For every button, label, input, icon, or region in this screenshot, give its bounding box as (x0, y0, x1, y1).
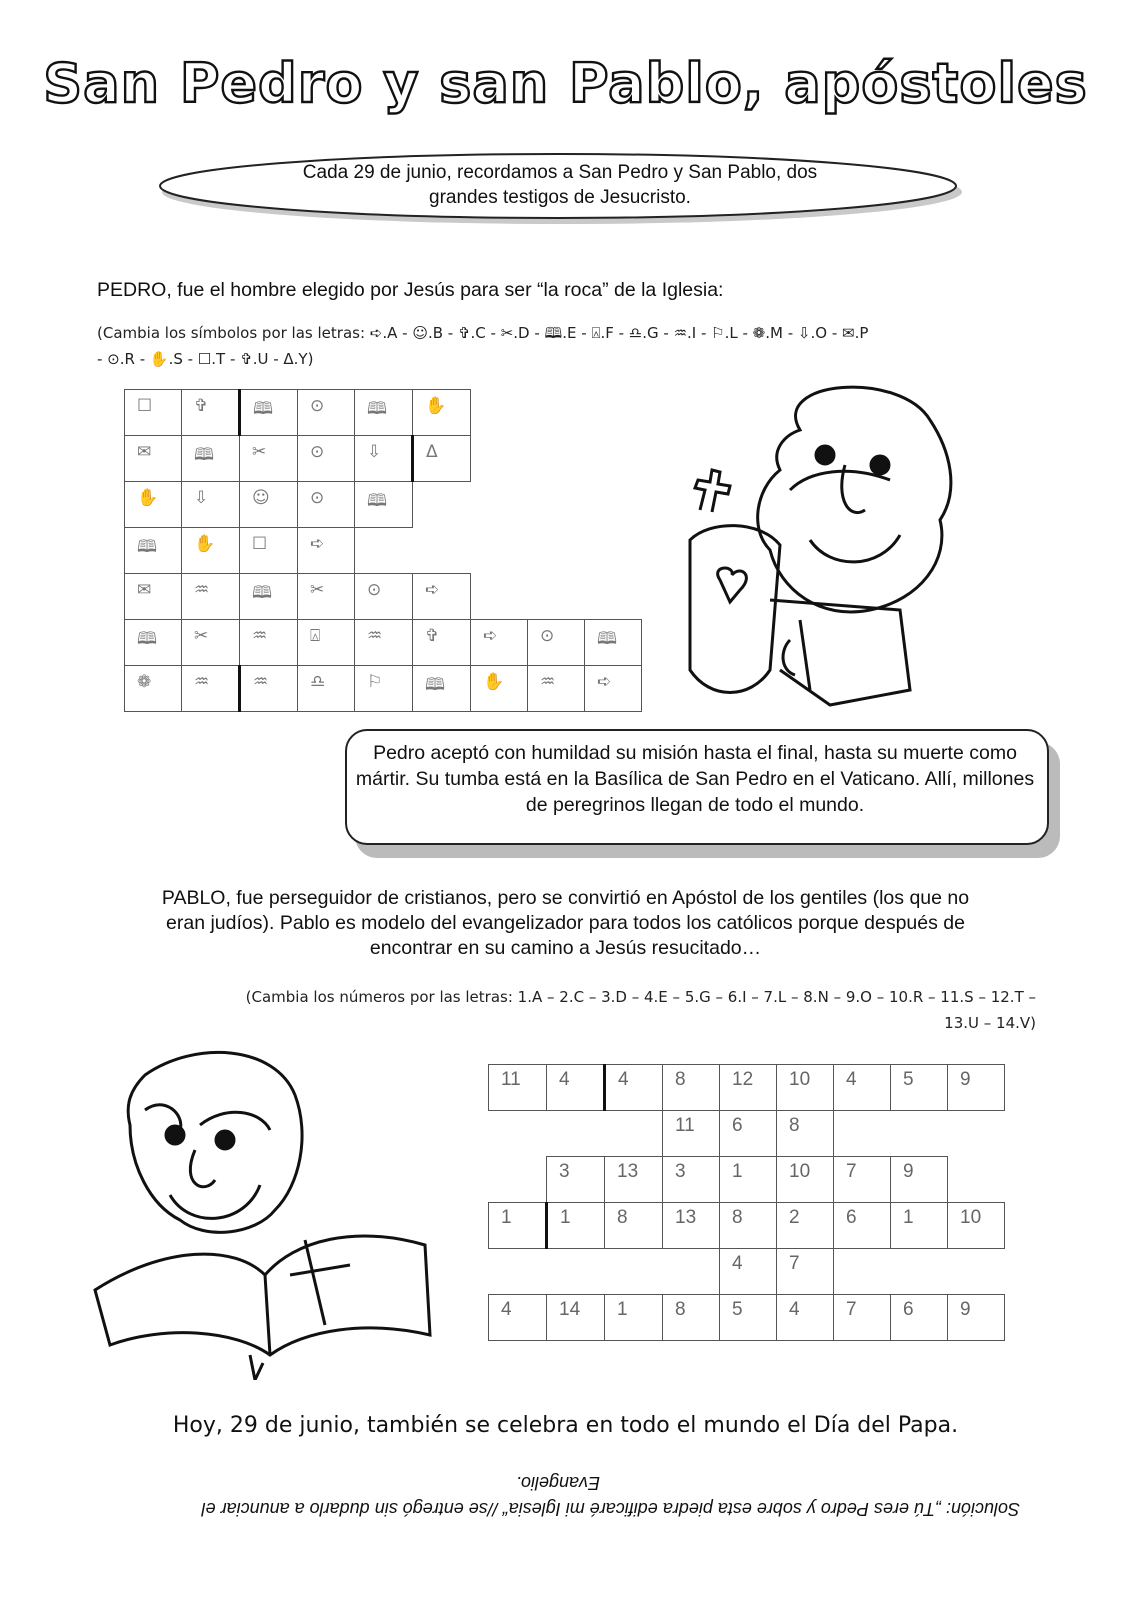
pablo-grid-cell (489, 1295, 547, 1341)
saint-peter-illustration (650, 370, 970, 715)
pablo-grid-cell (547, 1157, 605, 1203)
pablo-grid-cell (547, 1203, 605, 1249)
pablo-grid-empty (605, 1249, 663, 1295)
pedro-grid-cell (471, 666, 528, 712)
pablo-grid-number: 3 (675, 1161, 686, 1182)
pedro-grid-symbol: 🕮 (597, 629, 618, 649)
pedro-grid-symbol: ⇩ (194, 488, 209, 508)
pedro-grid-symbol: 🕮 (194, 445, 215, 465)
pedro-grid-symbol: ⊙ (310, 442, 325, 462)
pablo-grid-number: 8 (789, 1115, 800, 1136)
pedro-grid-cell (240, 574, 298, 620)
pedro-grid-cell (125, 666, 182, 712)
pedro-grid-cell (125, 436, 182, 482)
pablo-grid-cell (777, 1111, 834, 1157)
pablo-grid-empty (605, 1111, 663, 1157)
pablo-grid-number: 1 (732, 1161, 743, 1182)
pablo-grid-cell (720, 1295, 777, 1341)
pablo-grid-number: 10 (789, 1069, 811, 1090)
pedro-grid-symbol: 🕮 (425, 675, 446, 695)
pablo-grid-empty (489, 1111, 547, 1157)
pablo-grid-empty (489, 1157, 547, 1203)
pedro-grid-symbol: ♒ (367, 626, 383, 646)
pablo-grid-cell (834, 1295, 891, 1341)
pablo-grid-cell (605, 1065, 663, 1111)
pablo-grid-number: 6 (903, 1299, 914, 1320)
pedro-grid-cell (182, 666, 240, 712)
pablo-grid-cell (489, 1203, 547, 1249)
pablo-grid-cell (948, 1295, 1005, 1341)
pablo-grid-number: 5 (732, 1299, 743, 1320)
pedro-grid-cell (413, 574, 471, 620)
pablo-grid-empty (547, 1249, 605, 1295)
pedro-grid-cell (298, 620, 355, 666)
pedro-grid-symbol: ⊙ (310, 488, 325, 508)
pablo-grid-number: 4 (559, 1069, 570, 1090)
pedro-grid-symbol: ♒ (194, 580, 210, 600)
pedro-grid-cell (413, 620, 471, 666)
pablo-legend-line2: 13.U – 14.V) (944, 1014, 1036, 1032)
pedro-grid-cell (240, 482, 298, 528)
intro-text: Cada 29 de junio, recordamos a San Pedro y San Pablo, dos grandes testigos de Jesucristo. (302, 162, 818, 208)
pablo-grid-number: 7 (846, 1299, 857, 1320)
pablo-grid-empty (834, 1111, 891, 1157)
pedro-grid-cell (528, 666, 585, 712)
pedro-grid-cell (355, 482, 413, 528)
pablo-grid-cell (891, 1157, 948, 1203)
pablo-grid-cell (891, 1203, 948, 1249)
pedro-grid-symbol: ✋ (137, 488, 159, 508)
pedro-grid-cell (298, 574, 355, 620)
pedro-legend-line2: - ⊙.R - ✋.S - ☐.T - ✞.U - Δ.Y) (97, 350, 314, 368)
pedro-grid-symbol: ✞ (194, 396, 209, 416)
pablo-grid-number: 4 (789, 1299, 800, 1320)
pablo-grid-number: 1 (903, 1207, 914, 1228)
page-title: San Pedro y san Pablo, apóstoles (43, 52, 1088, 115)
pablo-grid-cell (777, 1065, 834, 1111)
pablo-grid-cell (663, 1295, 720, 1341)
pedro-grid-symbol: 🕮 (367, 491, 388, 511)
pablo-grid-empty (663, 1249, 720, 1295)
pedro-heading: PEDRO, fue el hombre elegido por Jesús para ser “la roca” de la Iglesia: (97, 279, 724, 301)
pedro-grid-symbol: ♒ (253, 672, 269, 692)
pedro-grid-symbol: ➪ (483, 626, 498, 646)
pablo-grid-cell (777, 1295, 834, 1341)
pablo-grid-number: 11 (675, 1115, 695, 1136)
pedro-grid-cell (413, 666, 471, 712)
pablo-grid-empty (948, 1249, 1005, 1295)
pablo-grid-cell (663, 1203, 720, 1249)
pablo-grid-cell (605, 1203, 663, 1249)
pedro-grid-symbol: ✉ (137, 442, 152, 462)
pablo-grid-number: 14 (559, 1299, 581, 1320)
pedro-grid-symbol: ✂ (194, 626, 209, 646)
pedro-grid-cell (240, 620, 298, 666)
pedro-grid-cell (355, 390, 413, 436)
pedro-grid-cell (585, 620, 642, 666)
pablo-grid-number: 10 (960, 1207, 982, 1228)
pedro-grid-symbol: ✂ (252, 442, 267, 462)
pablo-grid-number: 9 (903, 1161, 914, 1182)
pablo-grid-cell (663, 1065, 720, 1111)
pablo-grid-cell (547, 1065, 605, 1111)
pedro-grid-cell (182, 482, 240, 528)
pedro-grid-symbol: ➪ (425, 580, 440, 600)
pedro-grid-symbol: ➪ (597, 672, 612, 692)
pedro-grid-symbol: ⊙ (540, 626, 555, 646)
pedro-grid-symbol: ❁ (137, 672, 152, 692)
pedro-grid-cell (240, 436, 298, 482)
pablo-grid-cell (891, 1065, 948, 1111)
pablo-grid-cell (663, 1157, 720, 1203)
pablo-grid-cell (777, 1249, 834, 1295)
pedro-grid-cell (125, 574, 182, 620)
pablo-grid-cell (720, 1249, 777, 1295)
pedro-grid-symbol: ☺ (252, 488, 270, 508)
pedro-note-text: Pedro aceptó con humildad su misión hasta el final, hasta su muerte como mártir. Su tumba está en la Basílica de San Pedro en el Vaticano. Allí, millones de peregrinos llegan de todo el mundo. (355, 742, 1035, 816)
pedro-grid-symbol: ♒ (252, 626, 268, 646)
pedro-grid-symbol: ✞ (425, 626, 440, 646)
pedro-grid-symbol: 🕮 (367, 399, 388, 419)
pablo-grid-empty (891, 1249, 948, 1295)
pedro-grid-symbol: ♒ (194, 672, 210, 692)
pedro-grid-cell (298, 436, 355, 482)
solution-line2: Evangelio. (515, 1473, 600, 1493)
pablo-grid-number: 5 (903, 1069, 914, 1090)
pablo-grid-number: 4 (846, 1069, 857, 1090)
pablo-grid-cell (720, 1111, 777, 1157)
pablo-grid-number: 4 (501, 1299, 512, 1320)
pablo-grid-number: 2 (789, 1207, 800, 1228)
pedro-grid-cell (413, 390, 471, 436)
pedro-symbol-grid (124, 389, 642, 712)
pablo-grid-cell (720, 1203, 777, 1249)
pedro-grid-symbol: ⊙ (367, 580, 382, 600)
pablo-grid-cell (834, 1065, 891, 1111)
pablo-grid-cell (605, 1295, 663, 1341)
pablo-grid-cell (489, 1065, 547, 1111)
pablo-grid-number: 13 (617, 1161, 639, 1182)
pablo-grid-number: 6 (846, 1207, 857, 1228)
pablo-heading-line1: PABLO, fue perseguidor de cristianos, pero se convirtió en Apóstol de los gentiles (los que no (161, 887, 970, 909)
pablo-number-grid (488, 1064, 1005, 1341)
pablo-grid-cell (720, 1157, 777, 1203)
pablo-grid-cell (948, 1203, 1005, 1249)
pablo-grid-number: 7 (846, 1161, 857, 1182)
upside-down-solution (100, 1470, 1020, 1522)
pedro-grid-cell (182, 620, 240, 666)
pedro-grid-cell (182, 574, 240, 620)
pedro-grid-cell (471, 620, 528, 666)
pablo-grid-number: 7 (789, 1253, 800, 1274)
pablo-grid-cell (948, 1065, 1005, 1111)
pablo-grid-number: 1 (560, 1207, 571, 1228)
pedro-grid-cell (298, 666, 355, 712)
pedro-grid-symbol: ⊙ (310, 396, 325, 416)
pablo-grid-number: 11 (501, 1069, 521, 1090)
pablo-legend-line1: (Cambia los números por las letras: 1.A – 2.C – 3.D – 4.E – 5.G – 6.I – 7.L – 8.N – 9.O – 10.R – 11.S – 12.T – (245, 988, 1036, 1006)
pablo-heading-line3: encontrar en su camino a Jesús resucitado… (369, 937, 762, 959)
pedro-grid-cell (585, 666, 642, 712)
pedro-grid-cell (125, 390, 182, 436)
pedro-grid-symbol: ⚐ (367, 672, 383, 692)
pablo-grid-cell (891, 1295, 948, 1341)
pablo-grid-empty (547, 1111, 605, 1157)
pablo-heading-line2: eran judíos). Pablo es modelo del evangelizador para todos los católicos porque después de (166, 912, 965, 934)
footer-text: Hoy, 29 de junio, también se celebra en todo el mundo el Día del Papa. (172, 1413, 959, 1438)
pedro-grid-symbol: ✂ (310, 580, 325, 600)
pedro-grid-symbol: Δ (426, 442, 438, 462)
pedro-grid-symbol: ♎ (310, 672, 326, 692)
pablo-grid-number: 4 (732, 1253, 743, 1274)
pablo-grid-number: 3 (559, 1161, 570, 1182)
pedro-grid-symbol: ✋ (194, 534, 216, 554)
pedro-grid-symbol: 🕮 (137, 537, 158, 557)
pedro-legend-line1: (Cambia los símbolos por las letras: ➪.A - ☺.B - ✞.C - ✂.D - 🕮.E - ⍓.F - ♎.G - ♒.I - ⚐.L - ❁.M - ⇩.O - ✉.P (97, 324, 869, 342)
pablo-grid-number: 1 (617, 1299, 628, 1320)
pablo-grid-empty (834, 1249, 891, 1295)
pedro-grid-cell (298, 528, 355, 574)
pablo-grid-number: 8 (675, 1069, 686, 1090)
pablo-grid-number: 10 (789, 1161, 811, 1182)
pablo-grid-cell (720, 1065, 777, 1111)
pablo-grid-number: 6 (732, 1115, 743, 1136)
pedro-grid-cell (298, 482, 355, 528)
pablo-grid-empty (891, 1111, 948, 1157)
pedro-grid-symbol: ⇩ (367, 442, 382, 462)
pedro-grid-symbol: ☐ (252, 534, 268, 554)
pedro-grid-symbol: ✋ (483, 672, 505, 692)
pedro-grid-cell (528, 620, 585, 666)
pablo-grid-number: 13 (675, 1207, 697, 1228)
solution-line1: Solución: „Tú eres Pedro y sobre esta piedra edificaré mi Iglesia“ //se entregó sin dudarlo a anunciar el (201, 1499, 1020, 1519)
pablo-grid-number: 8 (617, 1207, 628, 1228)
pedro-grid-cell (355, 574, 413, 620)
pablo-grid-number: 9 (960, 1069, 971, 1090)
pablo-grid-number: 1 (501, 1207, 512, 1228)
pablo-grid-number: 8 (675, 1299, 686, 1320)
pablo-grid-number: 12 (732, 1069, 754, 1090)
pedro-grid-cell (125, 528, 182, 574)
pablo-grid-empty (948, 1111, 1005, 1157)
pedro-grid-cell (125, 482, 182, 528)
pedro-grid-cell (240, 528, 298, 574)
saint-paul-illustration (85, 1035, 445, 1380)
pedro-grid-symbol: 🕮 (137, 629, 158, 649)
pablo-grid-cell (605, 1157, 663, 1203)
pedro-grid-cell (182, 390, 240, 436)
pablo-grid-cell (547, 1295, 605, 1341)
pedro-grid-symbol: 🕮 (252, 583, 273, 603)
pedro-grid-cell (355, 620, 413, 666)
pedro-grid-cell (240, 666, 298, 712)
pablo-grid-empty (489, 1249, 547, 1295)
pablo-grid-cell (777, 1157, 834, 1203)
pedro-grid-symbol: ✉ (137, 580, 152, 600)
pedro-grid-symbol: ⍓ (310, 626, 321, 646)
pedro-grid-symbol: ➪ (310, 534, 325, 554)
pablo-grid-empty (948, 1157, 1005, 1203)
pedro-grid-cell (355, 666, 413, 712)
pedro-grid-symbol: 🕮 (253, 399, 274, 419)
pablo-grid-number: 8 (732, 1207, 743, 1228)
pablo-grid-cell (663, 1111, 720, 1157)
pablo-grid-cell (834, 1157, 891, 1203)
pedro-grid-cell (182, 436, 240, 482)
pablo-grid-number: 4 (618, 1069, 629, 1090)
pedro-grid-symbol: ☐ (137, 396, 153, 416)
pedro-grid-cell (298, 390, 355, 436)
pedro-grid-cell (355, 436, 413, 482)
pedro-grid-cell (182, 528, 240, 574)
pablo-grid-number: 9 (960, 1299, 971, 1320)
pedro-grid-symbol: ✋ (425, 396, 447, 416)
pablo-grid-cell (777, 1203, 834, 1249)
pedro-grid-cell (125, 620, 182, 666)
pedro-grid-cell (240, 390, 298, 436)
pedro-grid-symbol: ♒ (540, 672, 556, 692)
pedro-grid-cell (413, 436, 471, 482)
pablo-grid-cell (834, 1203, 891, 1249)
